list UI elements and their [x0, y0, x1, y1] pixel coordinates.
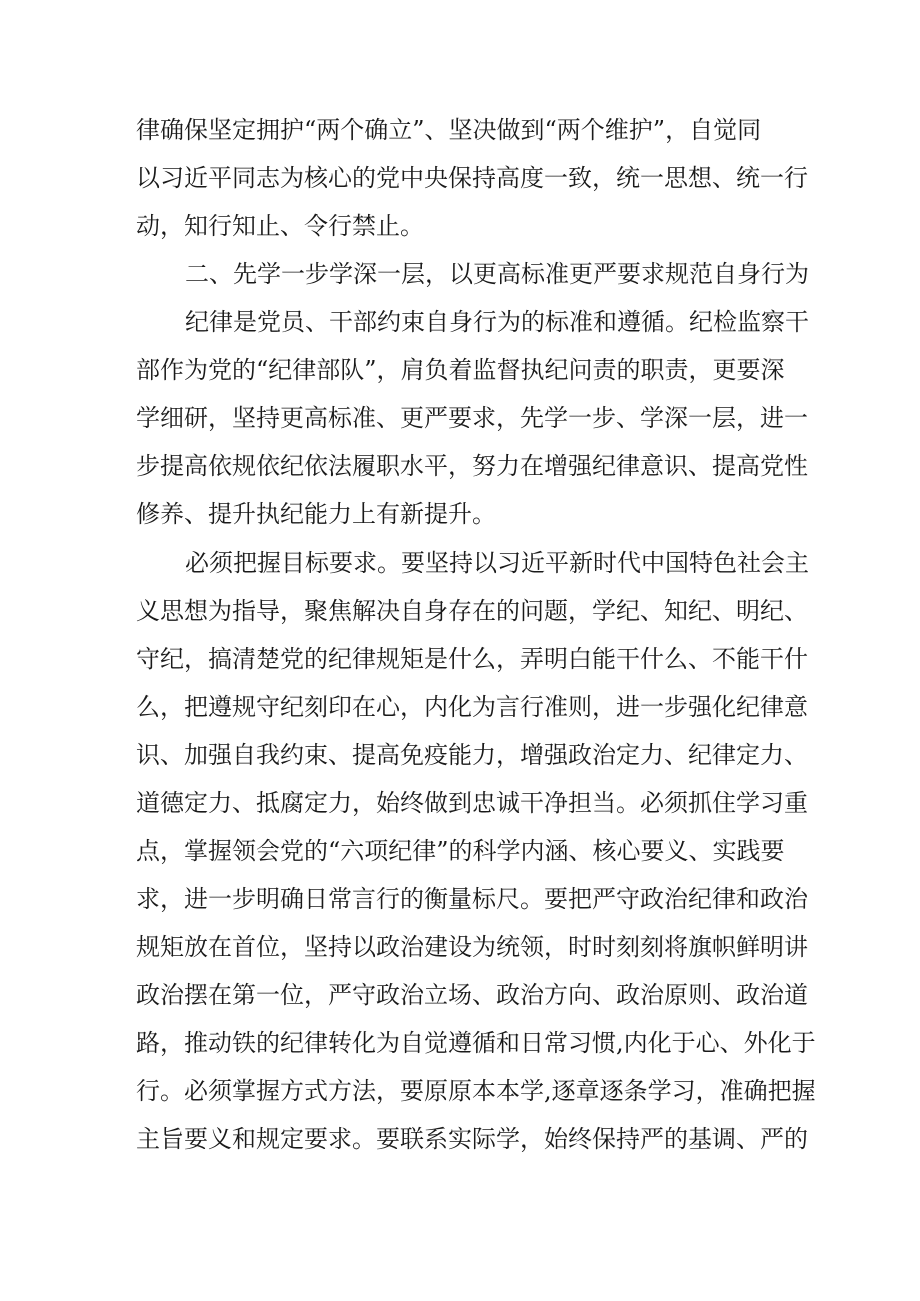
text-line: 政治摆在第一位，严守政治立场、政治方向、政治原则、政治道	[136, 981, 808, 1009]
text-line: 纪律是党员、干部约束自身行为的标准和遵循。纪检监察干	[185, 308, 809, 336]
text-line: 道德定力、抵腐定力，始终做到忠诚干净担当。必须抓住学习重	[136, 789, 808, 817]
text-line: 部作为党的“纪律部队”，肩负着监督执纪问责的职责，更要深	[136, 356, 785, 384]
text-line: 路，推动铁的纪律转化为自觉遵循和日常习惯,内化于心、外化于	[136, 1029, 816, 1057]
text-line: 主旨要义和规定要求。要联系实际学，始终保持严的基调、严的	[136, 1125, 808, 1153]
text-line: 步提高依规依纪依法履职水平，努力在增强纪律意识、提高党性	[136, 452, 808, 480]
text-line: 以习近平同志为核心的党中央保持高度一致，统一思想、统一行	[136, 164, 808, 192]
text-line: 求，进一步明确日常言行的衡量标尺。要把严守政治纪律和政治	[136, 885, 808, 913]
text-line: 么，把遵规守纪刻印在心，内化为言行准则，进一步强化纪律意	[136, 693, 808, 721]
section-heading: 二、先学一步学深一层，以更高标准更严要求规范自身行为	[185, 260, 809, 288]
text-line: 动，知行知止、令行禁止。	[136, 212, 424, 240]
text-line: 识、加强自我约束、提高免疫能力，增强政治定力、纪律定力、	[136, 741, 808, 769]
text-line: 义思想为指导，聚焦解决自身存在的问题，学纪、知纪、明纪、	[136, 597, 808, 625]
text-line: 修养、提升执纪能力上有新提升。	[136, 500, 496, 528]
text-line: 学细研，坚持更高标准、更严要求，先学一步、学深一层，进一	[136, 404, 808, 432]
text-line: 守纪，搞清楚党的纪律规矩是什么，弄明白能干什么、不能干什	[136, 645, 808, 673]
text-line: 必须把握目标要求。要坚持以习近平新时代中国特色社会主	[185, 549, 809, 577]
text-line: 行。必须掌握方式方法，要原原本本学,逐章逐条学习，准确把握	[136, 1077, 816, 1105]
text-line: 点，掌握领会党的“六项纪律”的科学内涵、核心要义、实践要	[136, 837, 785, 865]
text-line: 律确保坚定拥护“两个确立”、坚决做到“两个维护”，自觉同	[136, 116, 762, 144]
text-line: 规矩放在首位，坚持以政治建设为统领，时时刻刻将旗帜鲜明讲	[136, 933, 808, 961]
